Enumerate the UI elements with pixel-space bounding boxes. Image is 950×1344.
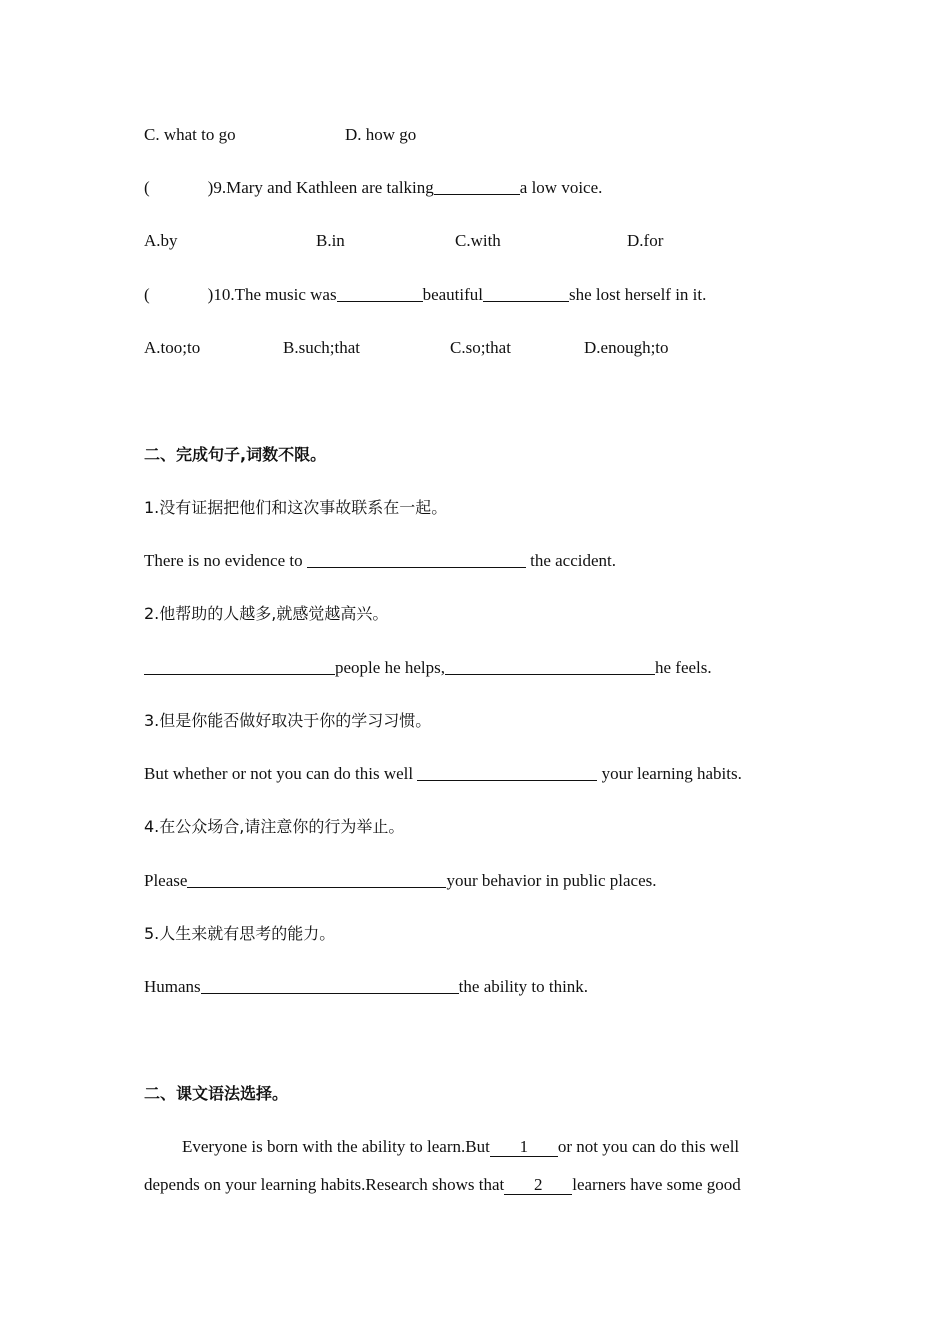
s2-item4-chinese: 4.在公众场合,请注意你的行为举止。 <box>144 817 405 836</box>
q10-stem-end: she lost herself in it. <box>568 285 707 304</box>
s2-item5-blank[interactable] <box>201 977 459 994</box>
s2-item1-start: There is no evidence to <box>144 551 303 570</box>
s2-item4-start: Please <box>144 871 188 890</box>
s2-item1-blank-3[interactable] <box>431 551 526 568</box>
s2-item2-mid: people he helps, <box>335 658 445 677</box>
s2-item5-english <box>144 976 588 998</box>
s2-item1-blank-2[interactable] <box>383 551 431 568</box>
s2-item5-end: the ability to think. <box>458 977 589 996</box>
s2-item5-chinese: 5.人生来就有思考的能力。 <box>144 924 336 943</box>
q10-stem-mid: beautiful <box>422 285 483 304</box>
s2-item2-end: he feels. <box>655 658 712 677</box>
s2-item5-start: Humans <box>144 977 201 996</box>
s2-item3-blank[interactable] <box>417 764 597 781</box>
q10-option-d: D.enough;to <box>584 338 669 357</box>
q9-stem-start: )9.Mary and Kathleen are talking <box>207 178 434 197</box>
s3-line2-text-b: learners have some good <box>572 1175 741 1194</box>
s2-item2-blank-2[interactable] <box>445 658 655 675</box>
s2-item2-chinese: 2.他帮助的人越多,就感觉越高兴。 <box>144 604 389 623</box>
q10-stem-start: )10.The music was <box>207 285 337 304</box>
q10-stem <box>144 284 706 306</box>
q8-option-d: D. how go <box>345 125 417 144</box>
q9-stem-end: a low voice. <box>519 178 603 197</box>
s2-item1-chinese: 1.没有证据把他们和这次事故联系在一起。 <box>144 498 448 517</box>
s2-item3-chinese: 3.但是你能否做好取决于你的学习习惯。 <box>144 711 432 730</box>
q9-stem <box>144 177 602 199</box>
section3-heading: 二、课文语法选择。 <box>144 1084 289 1103</box>
q9-blank[interactable] <box>434 178 520 195</box>
s2-item4-english <box>144 870 657 892</box>
s2-item1-end: the accident. <box>530 551 617 570</box>
q9-option-a: A.by <box>144 231 178 250</box>
s2-item1-blank-1[interactable] <box>307 551 383 568</box>
q10-blank-2[interactable] <box>483 285 569 302</box>
q10-option-a: A.too;to <box>144 338 201 357</box>
q10-option-b: B.such;that <box>283 338 360 357</box>
s2-item3-english <box>144 763 742 785</box>
s2-item4-end: your behavior in public places. <box>446 871 657 890</box>
q8-option-c: C. what to go <box>144 125 236 144</box>
q10-paren: ( <box>144 285 150 304</box>
s2-item4-blank[interactable] <box>187 871 446 888</box>
s3-paragraph-line-1 <box>182 1136 739 1158</box>
s3-blank-1[interactable]: 1 <box>490 1138 558 1157</box>
q9-option-d: D.for <box>627 231 664 250</box>
q9-paren: ( <box>144 178 150 197</box>
s3-line2-text-a: depends on your learning habits.Research shows that <box>144 1175 505 1194</box>
section2-heading: 二、完成句子,词数不限。 <box>144 445 327 464</box>
q10-blank-1[interactable] <box>337 285 423 302</box>
s2-item2-english <box>144 657 712 679</box>
q9-option-c: C.with <box>455 231 501 250</box>
q10-option-c: C.so;that <box>450 338 511 357</box>
s2-item2-blank-1[interactable] <box>144 658 335 675</box>
s2-item3-end: your learning habits. <box>601 764 742 783</box>
s3-paragraph-line-2 <box>144 1174 741 1196</box>
q9-option-b: B.in <box>316 231 345 250</box>
s3-line1-text-b: or not you can do this well <box>557 1137 740 1156</box>
s2-item3-start: But whether or not you can do this well <box>144 764 414 783</box>
s3-blank-2[interactable]: 2 <box>504 1176 572 1195</box>
s3-line1-text-a: Everyone is born with the ability to learn.But <box>182 1137 490 1156</box>
s2-item1-english <box>144 550 616 572</box>
